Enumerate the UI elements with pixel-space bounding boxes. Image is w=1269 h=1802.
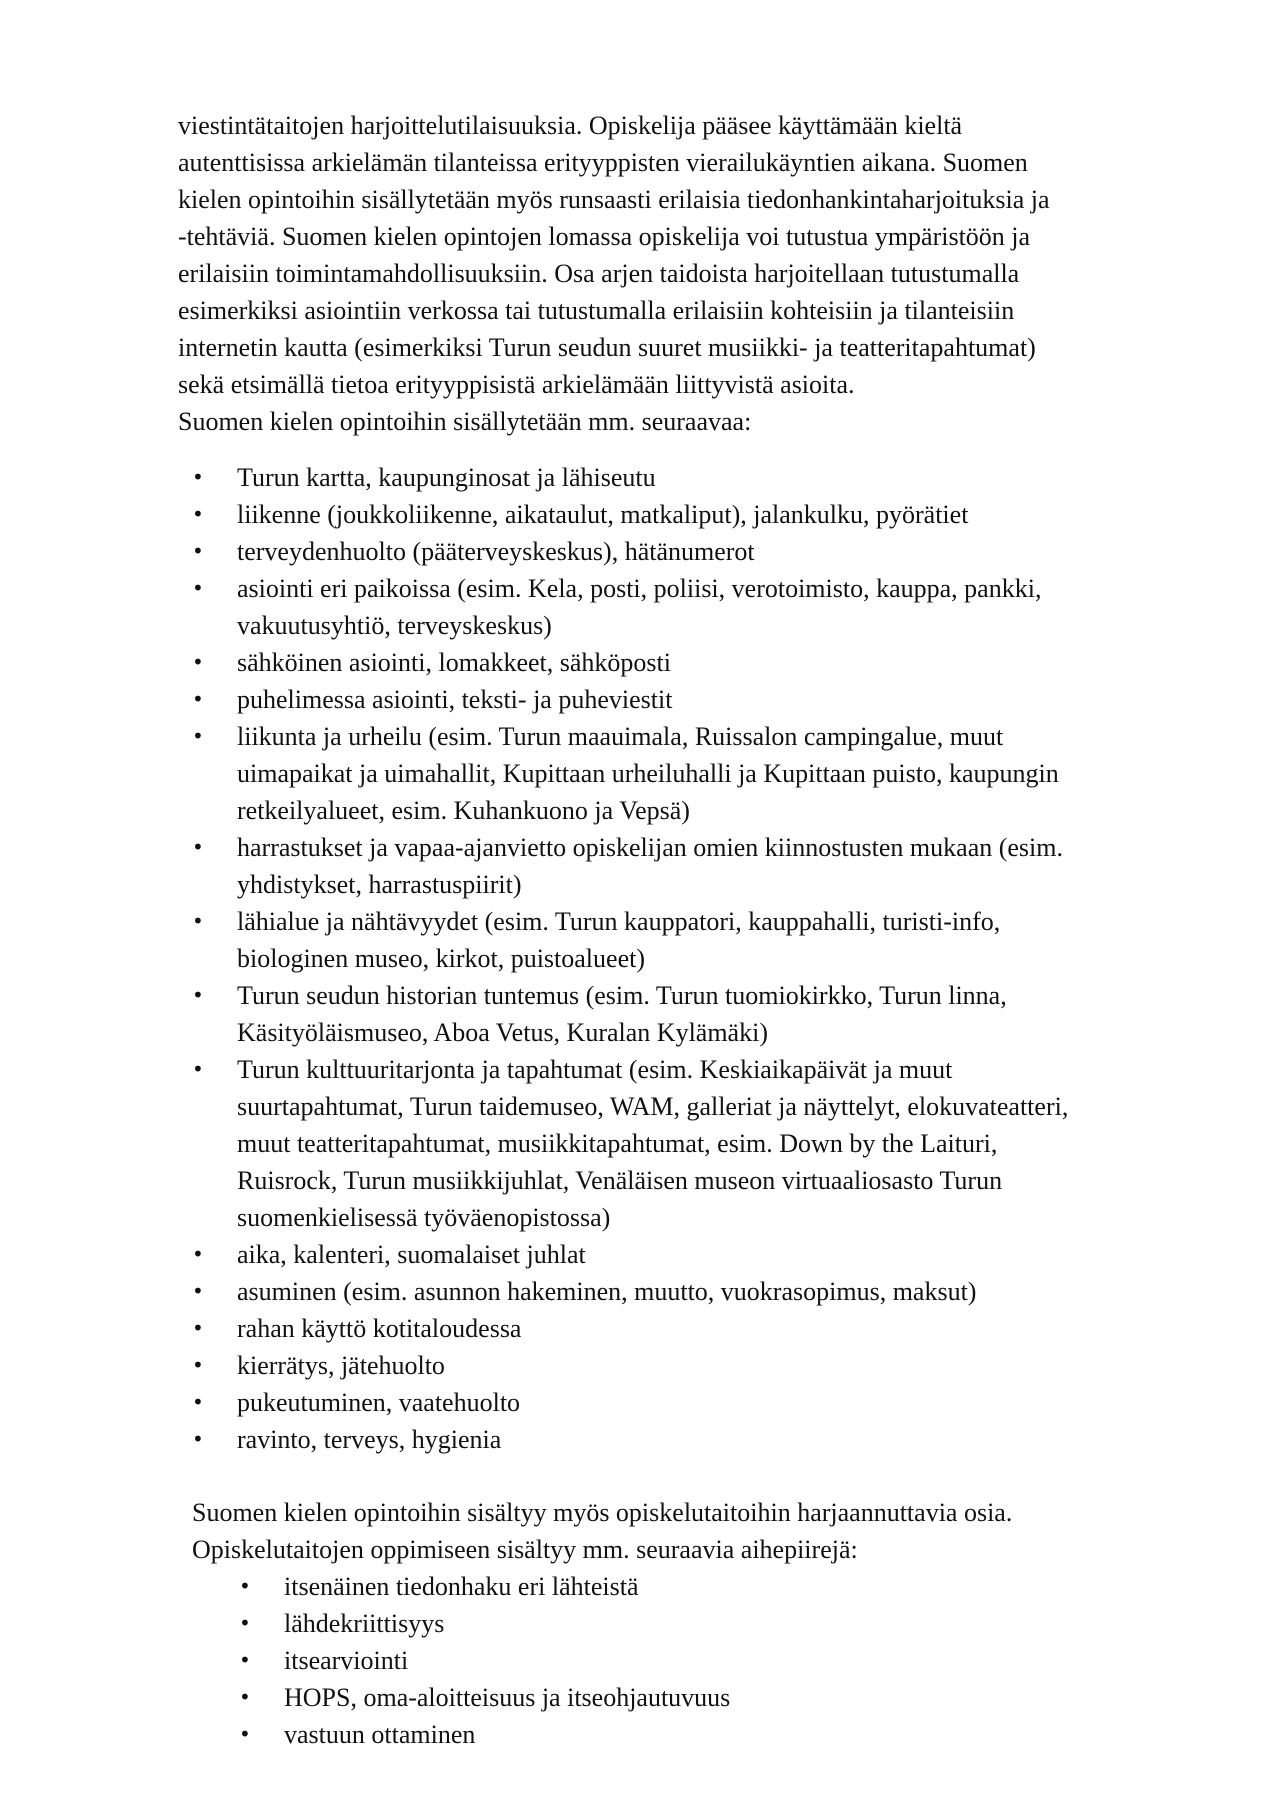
study-skill-text: HOPS, oma-aloitteisuus ja itseohjautuvuus [284, 1683, 731, 1712]
study-skill-item [0, 1679, 730, 1716]
topic-text-line: lähialue ja nähtävyydet (esim. Turun kauppatori, kauppahalli, turisti-info, [237, 907, 1001, 936]
bullet-icon: • [239, 1611, 251, 1635]
topic-text-line: Ruisrock, Turun musiikkijuhlat, Venäläisen museon virtuaaliosasto Turun [237, 1166, 1003, 1195]
bullet-icon: • [192, 687, 204, 711]
topic-list-item [0, 459, 1068, 496]
study-skills-list [0, 1568, 730, 1753]
topic-list-item [0, 1421, 1068, 1458]
topic-list-item [0, 644, 1068, 681]
topic-text-line: Turun kartta, kaupunginosat ja lähiseutu [237, 463, 656, 492]
topic-list-item [0, 570, 1068, 644]
topic-list-item [0, 496, 1068, 533]
study-skill-text: vastuun ottaminen [284, 1720, 476, 1749]
topic-text-line: pukeutuminen, vaatehuolto [237, 1388, 521, 1417]
text-line: viestintätaitojen harjoittelutilaisuuksia. Opiskelija pääsee käyttämään kieltä [178, 111, 963, 140]
text-line: autenttisissa arkielämän tilanteissa erityyppisten vierailukäyntien aikana. Suomen [178, 148, 1028, 177]
intro-paragraph [178, 107, 1238, 440]
text-line: sekä etsimällä tietoa erityyppisistä arkielämään liittyvistä asioita. [178, 370, 855, 399]
study-skill-item [0, 1605, 730, 1642]
topic-text-line: harrastukset ja vapaa-ajanvietto opiskelijan omien kiinnostusten mukaan (esim. [237, 833, 1063, 862]
text-line: Suomen kielen opintoihin sisällytetään mm. seuraavaa: [178, 407, 752, 436]
topic-text-line: muut teatteritapahtumat, musiikkitapahtumat, esim. Down by the Laituri, [237, 1129, 998, 1158]
topic-list-item [0, 1273, 1068, 1310]
bullet-icon: • [239, 1648, 251, 1672]
topic-text-line: ravinto, terveys, hygienia [237, 1425, 502, 1454]
study-skill-item [0, 1568, 730, 1605]
topic-text-line: puhelimessa asiointi, teksti- ja puheviestit [237, 685, 673, 714]
topic-text-line: liikunta ja urheilu (esim. Turun maauimala, Ruissalon campingalue, muut [237, 722, 1004, 751]
topic-text-line: suomenkielisessä työväenopistossa) [237, 1203, 611, 1232]
bullet-icon: • [192, 835, 204, 859]
text-line: internetin kautta (esimerkiksi Turun seudun suuret musiikki- ja teatteritapahtumat) [178, 333, 1036, 362]
topic-list-item [0, 718, 1068, 829]
topic-text-line: terveydenhuolto (pääterveyskeskus), hätänumerot [237, 537, 755, 566]
topic-text-line: sähköinen asiointi, lomakkeet, sähköposti [237, 648, 671, 677]
topic-text-line: retkeilyalueet, esim. Kuhankuono ja Vepsä) [237, 796, 690, 825]
topic-list-item [0, 681, 1068, 718]
bullet-icon: • [192, 1353, 204, 1377]
study-skill-text: itsenäinen tiedonhaku eri lähteistä [284, 1572, 639, 1601]
bullet-icon: • [239, 1722, 251, 1746]
bullet-icon: • [192, 539, 204, 563]
text-line: erilaisiin toimintamahdollisuuksiin. Osa arjen taidoista harjoitellaan tutustumalla [178, 259, 1020, 288]
study-skills-paragraph [192, 1494, 1012, 1568]
text-line: Suomen kielen opintoihin sisältyy myös opiskelutaitoihin harjaannuttavia osia. [192, 1498, 1013, 1527]
text-line: kielen opintoihin sisällytetään myös runsaasti erilaisia tiedonhankintaharjoituksia ja [178, 185, 1050, 214]
topic-list-item [0, 533, 1068, 570]
topic-text-line: suurtapahtumat, Turun taidemuseo, WAM, galleriat ja näyttelyt, elokuvateatteri, [237, 1092, 1069, 1121]
topic-list-item [0, 977, 1068, 1051]
bullet-icon: • [192, 1279, 204, 1303]
bullet-icon: • [192, 1390, 204, 1414]
bullet-icon: • [239, 1574, 251, 1598]
study-skill-text: itsearviointi [284, 1646, 409, 1675]
topic-text-line: asuminen (esim. asunnon hakeminen, muutto, vuokrasopimus, maksut) [237, 1277, 977, 1306]
topic-list-item [0, 1051, 1068, 1236]
topic-text-line: liikenne (joukkoliikenne, aikataulut, matkaliput), jalankulku, pyörätiet [237, 500, 969, 529]
bullet-icon: • [192, 465, 204, 489]
topic-text-line: Käsityöläismuseo, Aboa Vetus, Kuralan Kylämäki) [237, 1018, 768, 1047]
study-skill-item [0, 1642, 730, 1679]
topic-text-line: kierrätys, jätehuolto [237, 1351, 445, 1380]
bullet-icon: • [192, 909, 204, 933]
topic-text-line: yhdistykset, harrastuspiirit) [237, 870, 522, 899]
topic-list-item [0, 1384, 1068, 1421]
bullet-icon: • [192, 1316, 204, 1340]
text-line: esimerkiksi asiointiin verkossa tai tutustumalla erilaisiin kohteisiin ja tilanteisiin [178, 296, 1015, 325]
bullet-icon: • [192, 724, 204, 748]
topic-list-item [0, 903, 1068, 977]
topic-text-line: biologinen museo, kirkot, puistoalueet) [237, 944, 645, 973]
bullet-icon: • [192, 1427, 204, 1451]
topic-text-line: rahan käyttö kotitaloudessa [237, 1314, 522, 1343]
text-line: Opiskelutaitojen oppimiseen sisältyy mm. seuraavia aihepiirejä: [192, 1535, 858, 1564]
topic-text-line: uimapaikat ja uimahallit, Kupittaan urheiluhalli ja Kupittaan puisto, kaupungin [237, 759, 1059, 788]
topic-text-line: asiointi eri paikoissa (esim. Kela, posti, poliisi, verotoimisto, kauppa, pankki, [237, 574, 1042, 603]
topic-list-item [0, 1347, 1068, 1384]
topic-text-line: Turun seudun historian tuntemus (esim. Turun tuomiokirkko, Turun linna, [237, 981, 1007, 1010]
bullet-icon: • [192, 650, 204, 674]
topic-text-line: aika, kalenteri, suomalaiset juhlat [237, 1240, 586, 1269]
bullet-icon: • [192, 1057, 204, 1081]
topic-list [0, 459, 1068, 1458]
bullet-icon: • [192, 576, 204, 600]
topic-text-line: Turun kulttuuritarjonta ja tapahtumat (esim. Keskiaikapäivät ja muut [237, 1055, 953, 1084]
topic-list-item [0, 829, 1068, 903]
study-skill-item [0, 1716, 730, 1753]
topic-text-line: vakuutusyhtiö, terveyskeskus) [237, 611, 552, 640]
bullet-icon: • [192, 502, 204, 526]
bullet-icon: • [192, 1242, 204, 1266]
study-skill-text: lähdekriittisyys [284, 1609, 445, 1638]
bullet-icon: • [192, 983, 204, 1007]
topic-list-item [0, 1236, 1068, 1273]
topic-list-item [0, 1310, 1068, 1347]
bullet-icon: • [239, 1685, 251, 1709]
text-line: -tehtäviä. Suomen kielen opintojen lomassa opiskelija voi tutustua ympäristöön ja [178, 222, 1031, 251]
